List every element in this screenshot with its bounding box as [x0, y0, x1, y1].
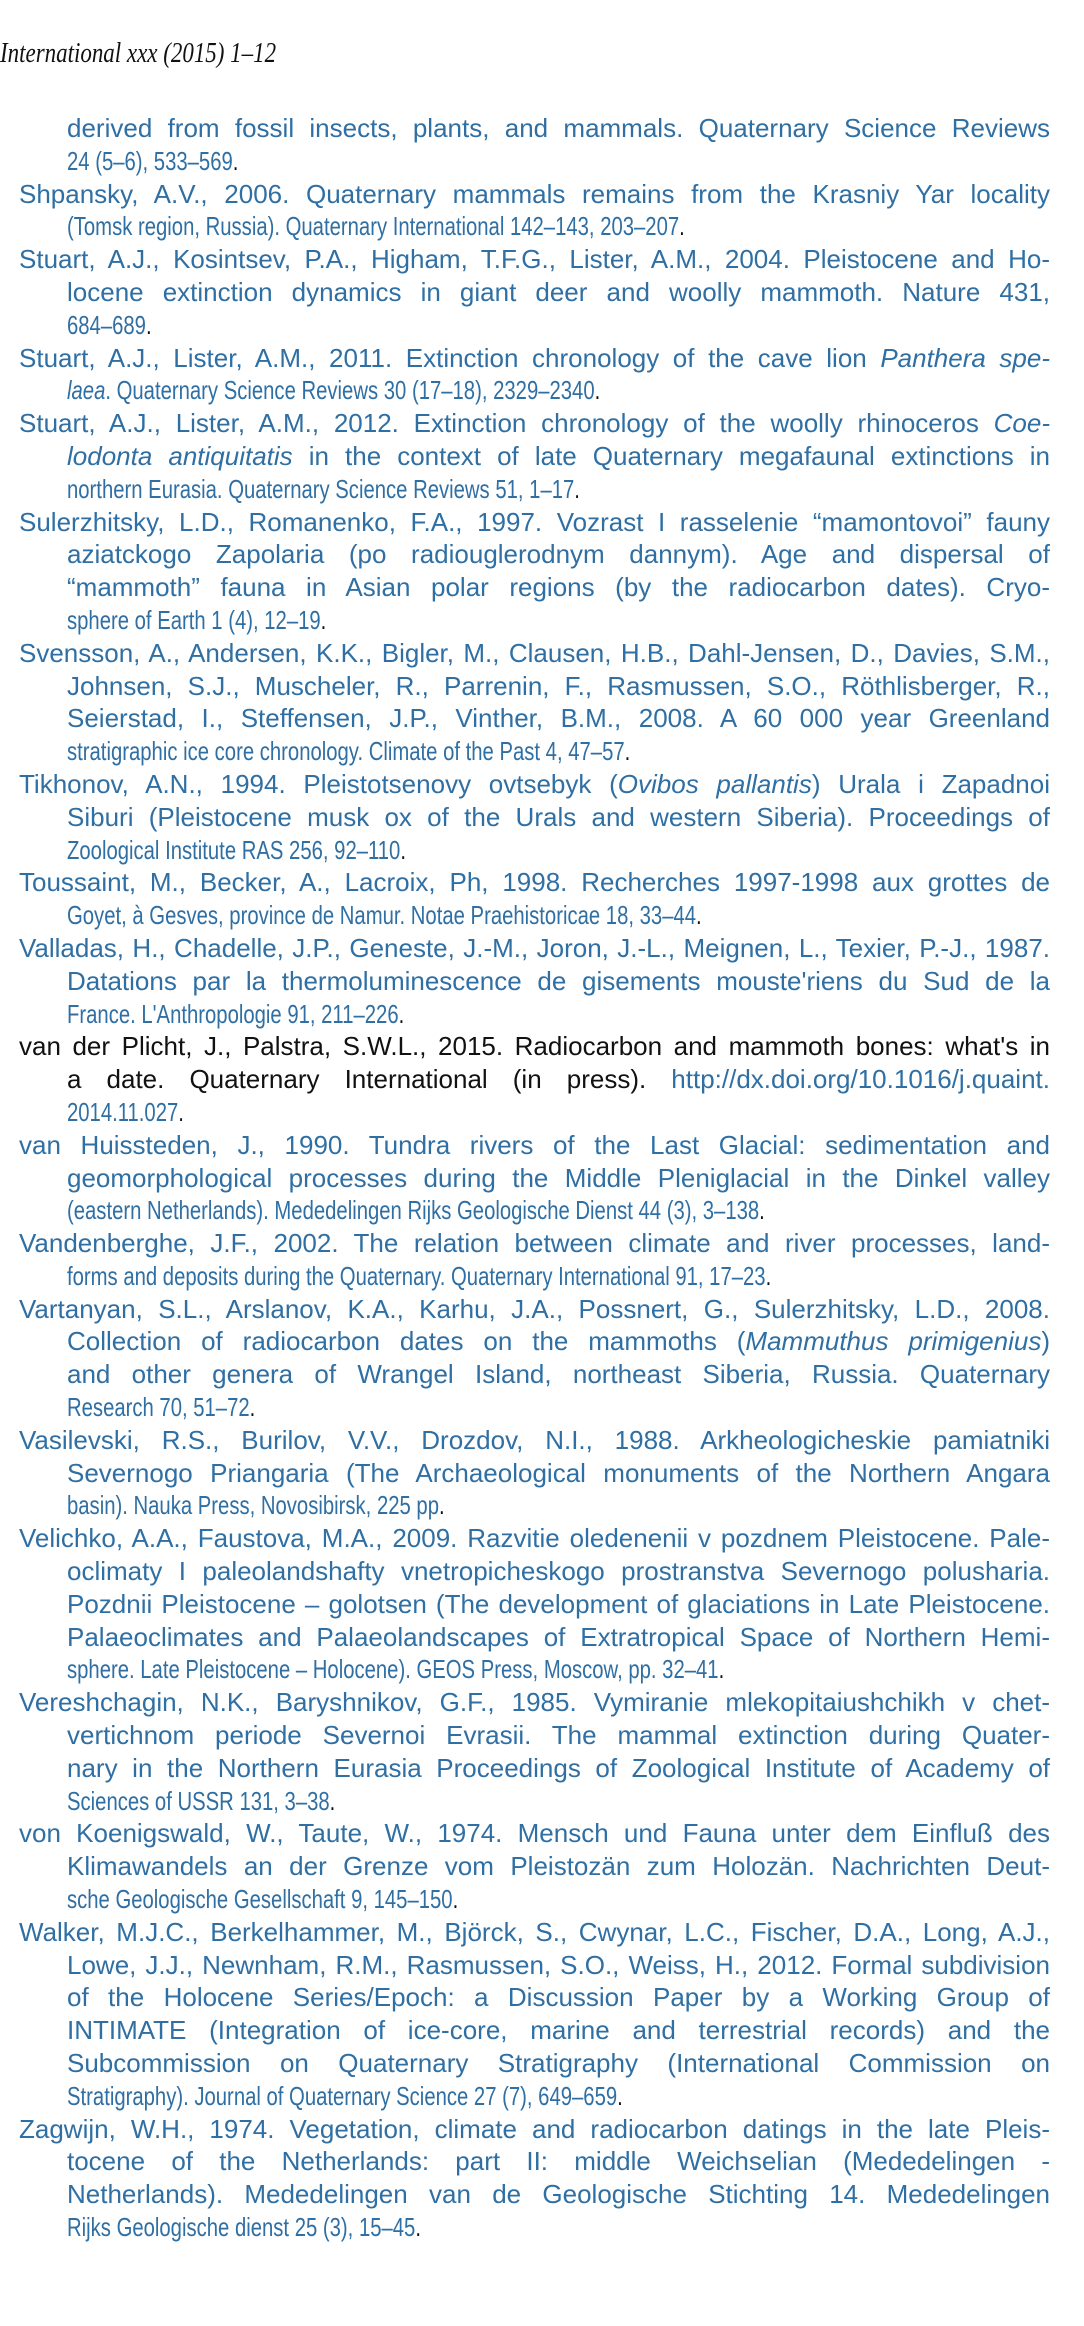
reference-line: [19, 1621, 1050, 1654]
reference-line: [19, 374, 1050, 407]
reference-text: Walker, M.J.C., Berkelhammer, M., Björck, S., Cwynar, L.C., Fischer, D.A., Long, A.J.,: [19, 1916, 1050, 1947]
reference-text: Subcommission on Quaternary Stratigraphy (International Commission on: [67, 2048, 1050, 2079]
reference-text: and other genera of Wrangel Island, northeast Siberia, Russia. Quaternary: [67, 1359, 1050, 1390]
reference-line: [19, 2113, 1050, 2146]
reference-line: [19, 899, 1050, 932]
reference-line: [19, 801, 1050, 834]
reference-entry[interactable]: [19, 1293, 1050, 1424]
reference-line: [19, 276, 1050, 309]
reference-text: (Tomsk region, Russia). Quaternary International 142–143, 203–207.: [67, 211, 685, 242]
reference-text: Collection of radiocarbon dates on the mammoths (Mammuthus primigenius): [67, 1326, 1050, 1357]
reference-entry[interactable]: [19, 178, 1050, 244]
reference-text: INTIMATE (Integration of ice-core, marine and terrestrial records) and the: [67, 2015, 1050, 2046]
reference-line: [19, 243, 1050, 276]
reference-line: [19, 2145, 1050, 2178]
reference-text: stratigraphic ice core chronology. Climate of the Past 4, 47–57.: [67, 736, 631, 767]
reference-text: van Huissteden, J., 1990. Tundra rivers of the Last Glacial: sedimentation and: [19, 1129, 1050, 1160]
reference-text: sphere of Earth 1 (4), 12–19.: [67, 604, 327, 635]
reference-text: nary in the Northern Eurasia Proceedings of Zoological Institute of Academy of: [67, 1752, 1050, 1783]
reference-text: Palaeoclimates and Palaeolandscapes of Extratropical Space of Northern Hemi-: [67, 1621, 1050, 1652]
reference-text: Siburi (Pleistocene musk ox of the Urals and western Siberia). Proceedings of: [67, 801, 1050, 832]
reference-entry[interactable]: [19, 1424, 1050, 1522]
reference-entry[interactable]: [19, 1522, 1050, 1686]
reference-line: [19, 1260, 1050, 1293]
reference-line: [19, 1752, 1050, 1785]
reference-text: Pozdnii Pleistocene – golotsen (The development of glaciations in Late Pleistocene.: [67, 1588, 1050, 1619]
reference-text: laea. Quaternary Science Reviews 30 (17–18), 2329–2340.: [67, 375, 601, 406]
reference-text: Valladas, H., Chadelle, J.P., Geneste, J.-M., Joron, J.-L., Meignen, L., Texier, P.-J., 1987.: [19, 932, 1050, 963]
reference-entry[interactable]: [19, 1227, 1050, 1293]
reference-text: northern Eurasia. Quaternary Science Reviews 51, 1–17.: [67, 473, 580, 504]
reference-entry[interactable]: [19, 866, 1050, 932]
reference-line: [19, 637, 1050, 670]
reference-text: Stuart, A.J., Lister, A.M., 2012. Extinction chronology of the woolly rhinoceros Coe-: [19, 408, 1050, 439]
reference-text: geomorphological processes during the Middle Pleniglacial in the Dinkel valley: [67, 1162, 1050, 1193]
reference-line: [19, 145, 1050, 178]
reference-text: Netherlands). Mededelingen van de Geologische Stichting 14. Mededelingen: [67, 2179, 1050, 2210]
reference-entry[interactable]: [19, 1916, 1050, 2113]
reference-text: Vereshchagin, N.K., Baryshnikov, G.F., 1985. Vymiranie mlekopitaiushchikh v chet-: [19, 1687, 1050, 1718]
reference-entry[interactable]: [19, 1030, 1050, 1128]
reference-text: sphere. Late Pleistocene – Holocene). GEOS Press, Moscow, pp. 32–41.: [67, 1654, 725, 1685]
reference-text: Lowe, J.J., Newnham, R.M., Rasmussen, S.O., Weiss, H., 2012. Formal subdivision: [67, 1949, 1050, 1980]
reference-text: Research 70, 51–72.: [67, 1392, 256, 1423]
reference-line: [19, 932, 1050, 965]
reference-entry[interactable]: [19, 1129, 1050, 1227]
reference-entry[interactable]: [19, 1686, 1050, 1817]
reference-line: [19, 1883, 1050, 1916]
reference-line: [19, 440, 1050, 473]
reference-line: [19, 1588, 1050, 1621]
reference-line: [19, 834, 1050, 867]
reference-text: of the Holocene Series/Epoch: a Discussion Paper by a Working Group of: [67, 1982, 1050, 2013]
reference-text: Sulerzhitsky, L.D., Romanenko, F.A., 1997. Vozrast I rasselenie “mamontovoi” fauny: [19, 506, 1050, 537]
reference-line: [19, 1030, 1050, 1063]
reference-line: [19, 506, 1050, 539]
reference-text: Toussaint, M., Becker, A., Lacroix, Ph, 1998. Recherches 1997-1998 aux grottes de: [19, 867, 1050, 898]
reference-line: [19, 1916, 1050, 1949]
reference-line: [19, 342, 1050, 375]
reference-list: [19, 112, 1050, 2244]
reference-line: [19, 2211, 1050, 2244]
reference-text: tocene of the Netherlands: part II: middle Weichselian (Mededelingen -: [67, 2146, 1050, 2177]
reference-text: Sciences of USSR 131, 3–38.: [67, 1785, 336, 1816]
reference-line: [19, 1785, 1050, 1818]
reference-text: Vasilevski, R.S., Burilov, V.V., Drozdov, N.I., 1988. Arkheologicheskie pamiatniki: [19, 1424, 1050, 1455]
reference-text: (eastern Netherlands). Mededelingen Rijks Geologische Dienst 44 (3), 3–138.: [67, 1195, 765, 1226]
reference-text: Stratigraphy). Journal of Quaternary Science 27 (7), 649–659.: [67, 2080, 623, 2111]
reference-line: [19, 1850, 1050, 1883]
reference-text: France. L'Anthropologie 91, 211–226.: [67, 998, 405, 1029]
reference-text: Severnogo Priangaria (The Archaeological monuments of the Northern Angara: [67, 1457, 1050, 1488]
reference-entry[interactable]: [19, 243, 1050, 341]
reference-entry[interactable]: [19, 768, 1050, 866]
reference-line: [19, 1817, 1050, 1850]
reference-text: locene extinction dynamics in giant deer and woolly mammoth. Nature 431,: [67, 276, 1050, 307]
reference-text: Zagwijn, W.H., 1974. Vegetation, climate and radiocarbon datings in the late Pleis-: [19, 2113, 1050, 2144]
reference-line: [19, 538, 1050, 571]
reference-text: Zoological Institute RAS 256, 92–110.: [67, 834, 406, 865]
reference-line: [19, 735, 1050, 768]
reference-line: [19, 112, 1050, 145]
reference-line: [19, 1162, 1050, 1195]
reference-line: [19, 473, 1050, 506]
reference-line: [19, 702, 1050, 735]
reference-text: Velichko, A.A., Faustova, M.A., 2009. Razvitie oledenenii v pozdnem Pleistocene. Pale-: [19, 1523, 1050, 1554]
reference-text: Stuart, A.J., Lister, A.M., 2011. Extinction chronology of the cave lion Panthera spe-: [19, 342, 1050, 373]
reference-text: Datations par la thermoluminescence de gisements mouste'riens du Sud de la: [67, 965, 1050, 996]
reference-line: [19, 1489, 1050, 1522]
reference-entry[interactable]: [19, 407, 1050, 505]
reference-line: [19, 1129, 1050, 1162]
reference-entry[interactable]: [19, 342, 1050, 408]
reference-line: [19, 866, 1050, 899]
reference-line: [19, 407, 1050, 440]
reference-line: [19, 2178, 1050, 2211]
journal-header: International xxx (2015) 1–12: [0, 38, 277, 69]
reference-text: oclimaty I paleolandshafty vnetropicheskogo prostranstva Severnogo polusharia.: [67, 1556, 1050, 1587]
reference-line: [19, 2047, 1050, 2080]
reference-entry[interactable]: [19, 2113, 1050, 2244]
reference-line: [19, 210, 1050, 243]
reference-line: [19, 1457, 1050, 1490]
reference-text: lodonta antiquitatis in the context of late Quaternary megafaunal extinctions in: [67, 440, 1050, 471]
reference-text: Goyet, à Gesves, province de Namur. Notae Praehistoricae 18, 33–44.: [67, 900, 702, 931]
reference-text: sche Geologische Gesellschaft 9, 145–150.: [67, 1884, 459, 1915]
reference-text: “mammoth” fauna in Asian polar regions (by the radiocarbon dates). Cryo-: [67, 572, 1050, 603]
reference-line: [19, 1522, 1050, 1555]
reference-text: 24 (5–6), 533–569.: [67, 145, 239, 176]
reference-text: basin). Nauka Press, Novosibirsk, 225 pp.: [67, 1490, 445, 1521]
reference-line: [19, 1358, 1050, 1391]
reference-line: [19, 1719, 1050, 1752]
reference-line: [19, 998, 1050, 1031]
reference-line: [19, 1325, 1050, 1358]
reference-entry[interactable]: [19, 637, 1050, 768]
reference-text: vertichnom periode Severnoi Evrasii. The mammal extinction during Quater-: [67, 1720, 1050, 1751]
reference-line: [19, 2014, 1050, 2047]
reference-line: [19, 1686, 1050, 1719]
reference-line: [19, 965, 1050, 998]
reference-text: 2014.11.027.: [67, 1096, 184, 1127]
reference-line: [19, 604, 1050, 637]
reference-line: [19, 309, 1050, 342]
reference-text: 684–689.: [67, 309, 152, 340]
reference-text: Tikhonov, A.N., 1994. Pleistotsenovy ovtsebyk (Ovibos pallantis) Urala i Zapadnoi: [19, 768, 1050, 799]
reference-entry[interactable]: [19, 506, 1050, 637]
reference-line: [19, 1555, 1050, 1588]
reference-line: [19, 1096, 1050, 1129]
reference-text: Johnsen, S.J., Muscheler, R., Parrenin, F., Rasmussen, S.O., Röthlisberger, R.,: [67, 670, 1050, 701]
reference-text: Klimawandels an der Grenze vom Pleistozän zum Holozän. Nachrichten Deut-: [67, 1851, 1050, 1882]
reference-line: [19, 1949, 1050, 1982]
reference-line: [19, 768, 1050, 801]
reference-text: Shpansky, A.V., 2006. Quaternary mammals remains from the Krasniy Yar locality: [19, 178, 1050, 209]
reference-line: [19, 1227, 1050, 1260]
doi-link[interactable]: 2014.11.027: [67, 1096, 179, 1127]
reference-text: forms and deposits during the Quaternary. Quaternary International 91, 17–23.: [67, 1260, 772, 1291]
reference-line: [19, 178, 1050, 211]
reference-text: Vartanyan, S.L., Arslanov, K.A., Karhu, J.A., Possnert, G., Sulerzhitsky, L.D., 2008.: [19, 1293, 1050, 1324]
reference-entry[interactable]: [19, 1817, 1050, 1915]
reference-text: von Koenigswald, W., Taute, W., 1974. Mensch und Fauna unter dem Einfluß des: [19, 1818, 1050, 1849]
reference-line: [19, 1424, 1050, 1457]
reference-text: Stuart, A.J., Kosintsev, P.A., Higham, T.F.G., Lister, A.M., 2004. Pleistocene and Ho-: [19, 244, 1050, 275]
reference-line: [19, 1981, 1050, 2014]
reference-text: Rijks Geologische dienst 25 (3), 15–45.: [67, 2212, 421, 2242]
reference-line: [19, 1063, 1050, 1096]
reference-text: Seierstad, I., Steffensen, J.P., Vinther, B.M., 2008. A 60 000 year Greenland: [67, 703, 1050, 734]
reference-entry[interactable]: [19, 932, 1050, 1030]
reference-text: derived from fossil insects, plants, and mammals. Quaternary Science Reviews: [67, 113, 1050, 143]
reference-text: a date. Quaternary International (in press). http://dx.doi.org/10.1016/j.quaint.: [67, 1064, 1050, 1095]
reference-text: Vandenberghe, J.F., 2002. The relation between climate and river processes, land-: [19, 1228, 1050, 1259]
reference-line: [19, 1194, 1050, 1227]
reference-text: van der Plicht, J., Palstra, S.W.L., 2015. Radiocarbon and mammoth bones: what's in: [19, 1031, 1050, 1062]
reference-line: [19, 2080, 1050, 2113]
reference-text: Svensson, A., Andersen, K.K., Bigler, M., Clausen, H.B., Dahl-Jensen, D., Davies, S.M.,: [19, 637, 1050, 668]
reference-line: [19, 1391, 1050, 1424]
doi-link[interactable]: http://dx.doi.org/10.1016/j.quaint.: [671, 1064, 1050, 1095]
reference-line: [19, 571, 1050, 604]
reference-line: [19, 670, 1050, 703]
reference-line: [19, 1653, 1050, 1686]
reference-line: [19, 1293, 1050, 1326]
reference-text: aziatckogo Zapolaria (po radiouglerodnym dannym). Age and dispersal of: [67, 539, 1050, 570]
reference-entry[interactable]: [19, 112, 1050, 178]
